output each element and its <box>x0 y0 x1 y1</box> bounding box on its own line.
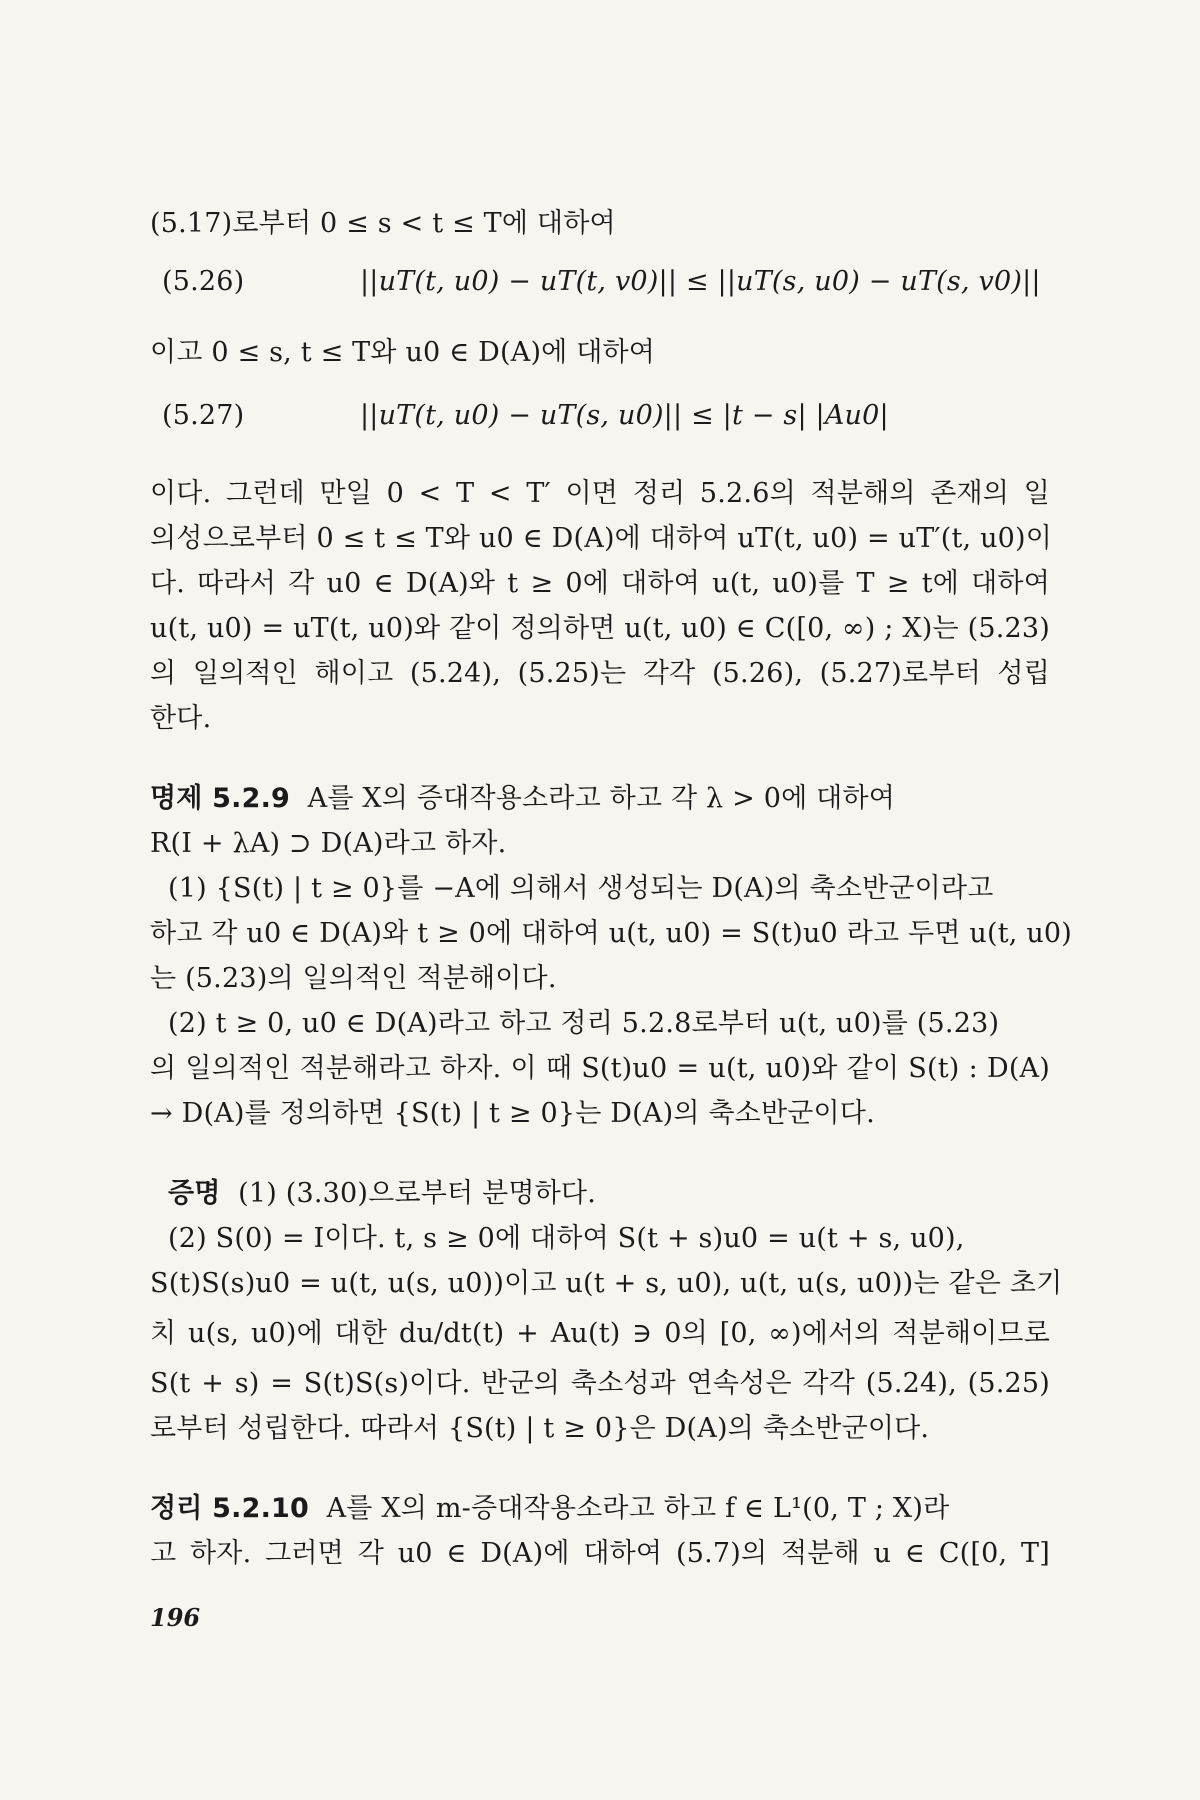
equation-number: (5.26) <box>162 266 245 297</box>
text-line: 의성으로부터 0 ≤ t ≤ T와 u0 ∈ D(A)에 대하여 uT(t, u0) = uT′(t, u0)이 <box>150 523 1053 554</box>
proof-heading <box>168 1176 596 1212</box>
proposition-heading <box>150 781 1050 817</box>
text-line: (2) S(0) = I이다. t, s ≥ 0에 대하여 S(t + s)u0 = u(t + s, u0), <box>168 1223 965 1254</box>
text-line: (2) t ≥ 0, u0 ∈ D(A)라고 하고 정리 5.2.8로부터 u(t, u0)를 (5.23) <box>168 1008 1000 1039</box>
text-line: S(t + s) = S(t)S(s)이다. 반군의 축소성과 연속성은 각각 (5.24), (5.25) <box>150 1368 1050 1399</box>
theorem-label: 정리 5.2.10 <box>150 1493 310 1524</box>
page-number: 196 <box>150 1603 201 1632</box>
text-line: 고 하자. 그러면 각 u0 ∈ D(A)에 대하여 (5.7)의 적분해 u ∈ C([0, T] <box>150 1538 1050 1569</box>
text-line: → D(A)를 정의하면 {S(t) | t ≥ 0}는 D(A)의 축소반군이다. <box>150 1098 875 1129</box>
text-line: (1) {S(t) | t ≥ 0}를 −A에 의해서 생성되는 D(A)의 축소반군이라고 <box>168 873 994 904</box>
equation-body: ||uT(t, u0) − uT(t, v0)|| ≤ ||uT(s, u0) − uT(s, v0)|| <box>360 266 1041 297</box>
text-line: 하고 각 u0 ∈ D(A)와 t ≥ 0에 대하여 u(t, u0) = S(t)u0 라고 두면 u(t, u0) <box>150 918 1073 949</box>
proof-label: 증명 <box>168 1178 221 1209</box>
equation-body: ||uT(t, u0) − uT(s, u0)|| ≤ |t − s| |Au0| <box>360 400 889 431</box>
text-line: 의 일의적인 해이고 (5.24), (5.25)는 각각 (5.26), (5.27)로부터 성립 <box>150 658 1050 689</box>
text-line: 로부터 성립한다. 따라서 {S(t) | t ≥ 0}은 D(A)의 축소반군이다. <box>150 1413 930 1444</box>
text-line: 이고 0 ≤ s, t ≤ T와 u0 ∈ D(A)에 대하여 <box>150 337 656 368</box>
proposition-text: A를 X의 증대작용소라고 하고 각 λ > 0에 대하여 <box>307 783 896 814</box>
text-line: 다. 따라서 각 u0 ∈ D(A)와 t ≥ 0에 대하여 u(t, u0)를 T ≥ t에 대하여 <box>150 568 1050 599</box>
proof-text: (1) (3.30)으로부터 분명하다. <box>238 1178 596 1209</box>
text-line: R(I + λA) ⊃ D(A)라고 하자. <box>150 828 507 859</box>
text-line: 한다. <box>150 703 212 734</box>
equation-number: (5.27) <box>162 400 245 431</box>
proposition-label: 명제 5.2.9 <box>150 783 291 814</box>
text-line: 는 (5.23)의 일의적인 적분해이다. <box>150 963 557 994</box>
text-line: 의 일의적인 적분해라고 하자. 이 때 S(t)u0 = u(t, u0)와 같이 S(t) : D(A) <box>150 1053 1050 1084</box>
text-line: S(t)S(s)u0 = u(t, u(s, u0))이고 u(t + s, u0), u(t, u(s, u0))는 같은 초기 <box>150 1268 1063 1299</box>
text-line: (5.17)로부터 0 ≤ s < t ≤ T에 대하여 <box>150 208 616 239</box>
text-line: u(t, u0) = uT(t, u0)와 같이 정의하면 u(t, u0) ∈ C([0, ∞) ; X)는 (5.23) <box>150 613 1050 644</box>
theorem-heading <box>150 1491 1050 1527</box>
text-line: 치 u(s, u0)에 대한 du/dt(t) + Au(t) ∋ 0의 [0, ∞)에서의 적분해이므로 <box>150 1318 1050 1349</box>
theorem-text: A를 X의 m-증대작용소라고 하고 f ∈ L¹(0, T ; X)라 <box>326 1493 950 1524</box>
text-line: 이다. 그런데 만일 0 < T < T′ 이면 정리 5.2.6의 적분해의 존재의 일 <box>150 478 1050 509</box>
